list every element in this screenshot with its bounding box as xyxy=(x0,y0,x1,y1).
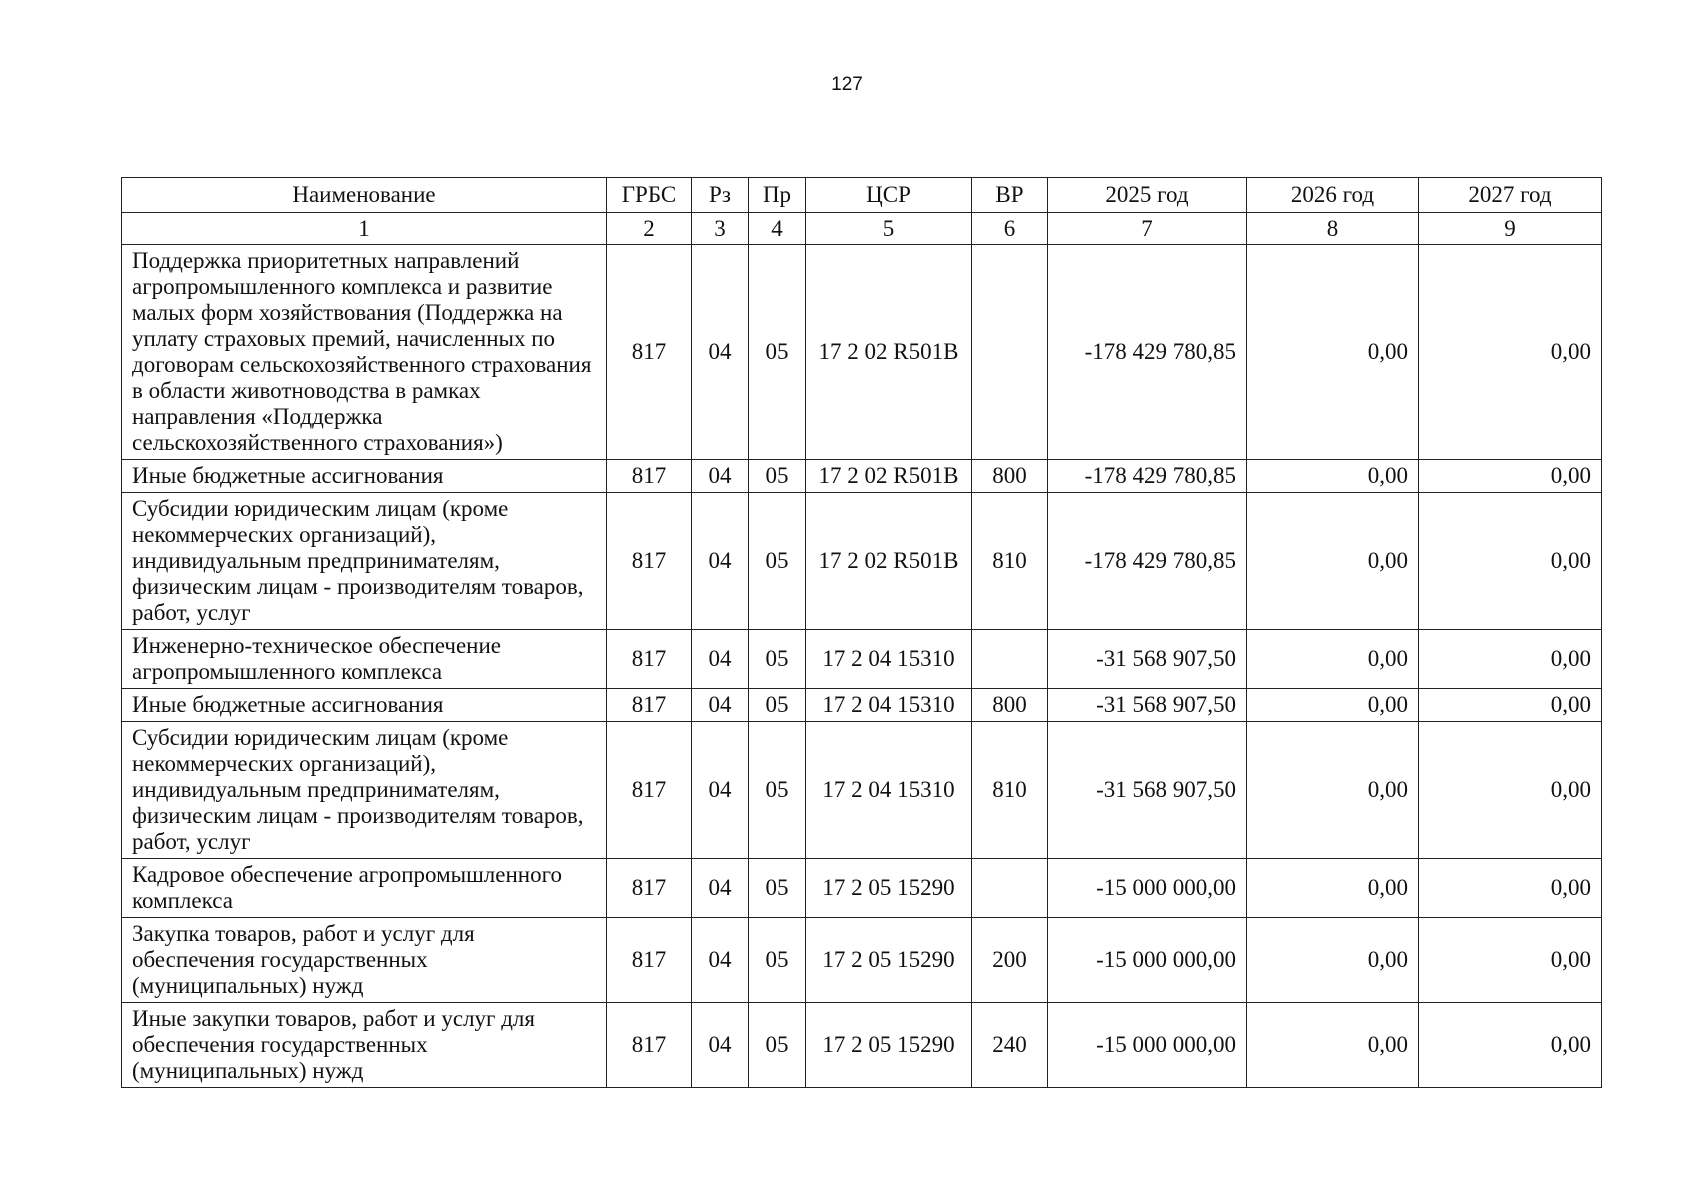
row-2027: 0,00 xyxy=(1419,918,1602,1003)
budget-table xyxy=(121,177,1602,1088)
row-pr: 05 xyxy=(749,245,806,460)
row-rz: 04 xyxy=(692,630,749,689)
header-2027: 2027 год xyxy=(1419,178,1602,213)
row-pr: 05 xyxy=(749,918,806,1003)
row-grbs: 817 xyxy=(607,460,692,493)
row-name: Закупка товаров, работ и услуг для обеспечения государственных (муниципальных) нужд xyxy=(122,918,607,1003)
row-2027: 0,00 xyxy=(1419,1003,1602,1088)
row-csr: 17 2 05 15290 xyxy=(806,918,972,1003)
row-2026: 0,00 xyxy=(1247,460,1419,493)
header-grbs: ГРБС xyxy=(607,178,692,213)
table-row xyxy=(122,630,1602,689)
row-2027: 0,00 xyxy=(1419,460,1602,493)
column-number: 2 xyxy=(607,213,692,245)
row-vr: 800 xyxy=(972,460,1048,493)
row-name: Поддержка приоритетных направлений агропромышленного комплекса и развитие малых форм хозяйствования (Поддержка на уплату страховых премий, начисленных по договорам сельскохозяйственного страхования в области животноводства в рамках направления «Поддержка сельскохозяйственного страхования») xyxy=(122,245,607,460)
row-2026: 0,00 xyxy=(1247,630,1419,689)
row-2025: -178 429 780,85 xyxy=(1048,460,1247,493)
row-2027: 0,00 xyxy=(1419,630,1602,689)
row-name: Субсидии юридическим лицам (кроме некоммерческих организаций), индивидуальным предпринимателям, физическим лицам - производителям товаров, работ, услуг xyxy=(122,722,607,859)
row-2025: -15 000 000,00 xyxy=(1048,918,1247,1003)
row-rz: 04 xyxy=(692,460,749,493)
table-row xyxy=(122,460,1602,493)
header-csr: ЦСР xyxy=(806,178,972,213)
header-vr: ВР xyxy=(972,178,1048,213)
row-grbs: 817 xyxy=(607,493,692,630)
row-rz: 04 xyxy=(692,722,749,859)
row-grbs: 817 xyxy=(607,918,692,1003)
row-vr xyxy=(972,630,1048,689)
row-vr: 810 xyxy=(972,493,1048,630)
row-grbs: 817 xyxy=(607,630,692,689)
table-row xyxy=(122,918,1602,1003)
table-row xyxy=(122,245,1602,460)
row-vr xyxy=(972,859,1048,918)
row-grbs: 817 xyxy=(607,245,692,460)
table-row xyxy=(122,493,1602,630)
row-grbs: 817 xyxy=(607,722,692,859)
row-2025: -31 568 907,50 xyxy=(1048,689,1247,722)
row-grbs: 817 xyxy=(607,689,692,722)
table-row xyxy=(122,689,1602,722)
row-rz: 04 xyxy=(692,689,749,722)
row-2027: 0,00 xyxy=(1419,689,1602,722)
column-number-row xyxy=(122,213,1602,245)
column-number: 9 xyxy=(1419,213,1602,245)
row-2027: 0,00 xyxy=(1419,493,1602,630)
row-2026: 0,00 xyxy=(1247,918,1419,1003)
header-name: Наименование xyxy=(122,178,607,213)
row-csr: 17 2 04 15310 xyxy=(806,689,972,722)
row-vr xyxy=(972,245,1048,460)
row-2027: 0,00 xyxy=(1419,245,1602,460)
column-number: 6 xyxy=(972,213,1048,245)
page-number: 127 xyxy=(831,74,863,95)
row-2026: 0,00 xyxy=(1247,859,1419,918)
row-rz: 04 xyxy=(692,493,749,630)
row-2025: -15 000 000,00 xyxy=(1048,1003,1247,1088)
header-2026: 2026 год xyxy=(1247,178,1419,213)
row-vr: 200 xyxy=(972,918,1048,1003)
row-2026: 0,00 xyxy=(1247,493,1419,630)
row-name: Иные бюджетные ассигнования xyxy=(122,460,607,493)
row-csr: 17 2 02 R501B xyxy=(806,460,972,493)
row-csr: 17 2 02 R501B xyxy=(806,493,972,630)
row-pr: 05 xyxy=(749,460,806,493)
row-name: Субсидии юридическим лицам (кроме некоммерческих организаций), индивидуальным предпринимателям, физическим лицам - производителям товаров, работ, услуг xyxy=(122,493,607,630)
row-rz: 04 xyxy=(692,1003,749,1088)
row-vr: 800 xyxy=(972,689,1048,722)
row-2025: -178 429 780,85 xyxy=(1048,493,1247,630)
row-pr: 05 xyxy=(749,630,806,689)
header-row xyxy=(122,178,1602,213)
row-csr: 17 2 05 15290 xyxy=(806,859,972,918)
row-2027: 0,00 xyxy=(1419,859,1602,918)
row-pr: 05 xyxy=(749,722,806,859)
row-vr: 810 xyxy=(972,722,1048,859)
row-2025: -31 568 907,50 xyxy=(1048,630,1247,689)
row-name: Кадровое обеспечение агропромышленного комплекса xyxy=(122,859,607,918)
column-number: 7 xyxy=(1048,213,1247,245)
row-rz: 04 xyxy=(692,918,749,1003)
row-rz: 04 xyxy=(692,859,749,918)
header-rz: Рз xyxy=(692,178,749,213)
row-grbs: 817 xyxy=(607,1003,692,1088)
row-2025: -31 568 907,50 xyxy=(1048,722,1247,859)
row-2026: 0,00 xyxy=(1247,689,1419,722)
row-2026: 0,00 xyxy=(1247,722,1419,859)
row-2025: -178 429 780,85 xyxy=(1048,245,1247,460)
row-csr: 17 2 05 15290 xyxy=(806,1003,972,1088)
row-pr: 05 xyxy=(749,859,806,918)
table-row xyxy=(122,722,1602,859)
row-pr: 05 xyxy=(749,689,806,722)
row-pr: 05 xyxy=(749,493,806,630)
column-number: 5 xyxy=(806,213,972,245)
column-number: 8 xyxy=(1247,213,1419,245)
row-name: Иные бюджетные ассигнования xyxy=(122,689,607,722)
row-2027: 0,00 xyxy=(1419,722,1602,859)
row-csr: 17 2 02 R501B xyxy=(806,245,972,460)
row-grbs: 817 xyxy=(607,859,692,918)
header-pr: Пр xyxy=(749,178,806,213)
row-csr: 17 2 04 15310 xyxy=(806,630,972,689)
row-rz: 04 xyxy=(692,245,749,460)
row-name: Иные закупки товаров, работ и услуг для обеспечения государственных (муниципальных) нужд xyxy=(122,1003,607,1088)
row-2025: -15 000 000,00 xyxy=(1048,859,1247,918)
row-vr: 240 xyxy=(972,1003,1048,1088)
header-2025: 2025 год xyxy=(1048,178,1247,213)
row-pr: 05 xyxy=(749,1003,806,1088)
table-row xyxy=(122,1003,1602,1088)
column-number: 4 xyxy=(749,213,806,245)
row-2026: 0,00 xyxy=(1247,245,1419,460)
table-row xyxy=(122,859,1602,918)
row-csr: 17 2 04 15310 xyxy=(806,722,972,859)
row-2026: 0,00 xyxy=(1247,1003,1419,1088)
row-name: Инженерно-техническое обеспечение агропромышленного комплекса xyxy=(122,630,607,689)
column-number: 1 xyxy=(122,213,607,245)
column-number: 3 xyxy=(692,213,749,245)
